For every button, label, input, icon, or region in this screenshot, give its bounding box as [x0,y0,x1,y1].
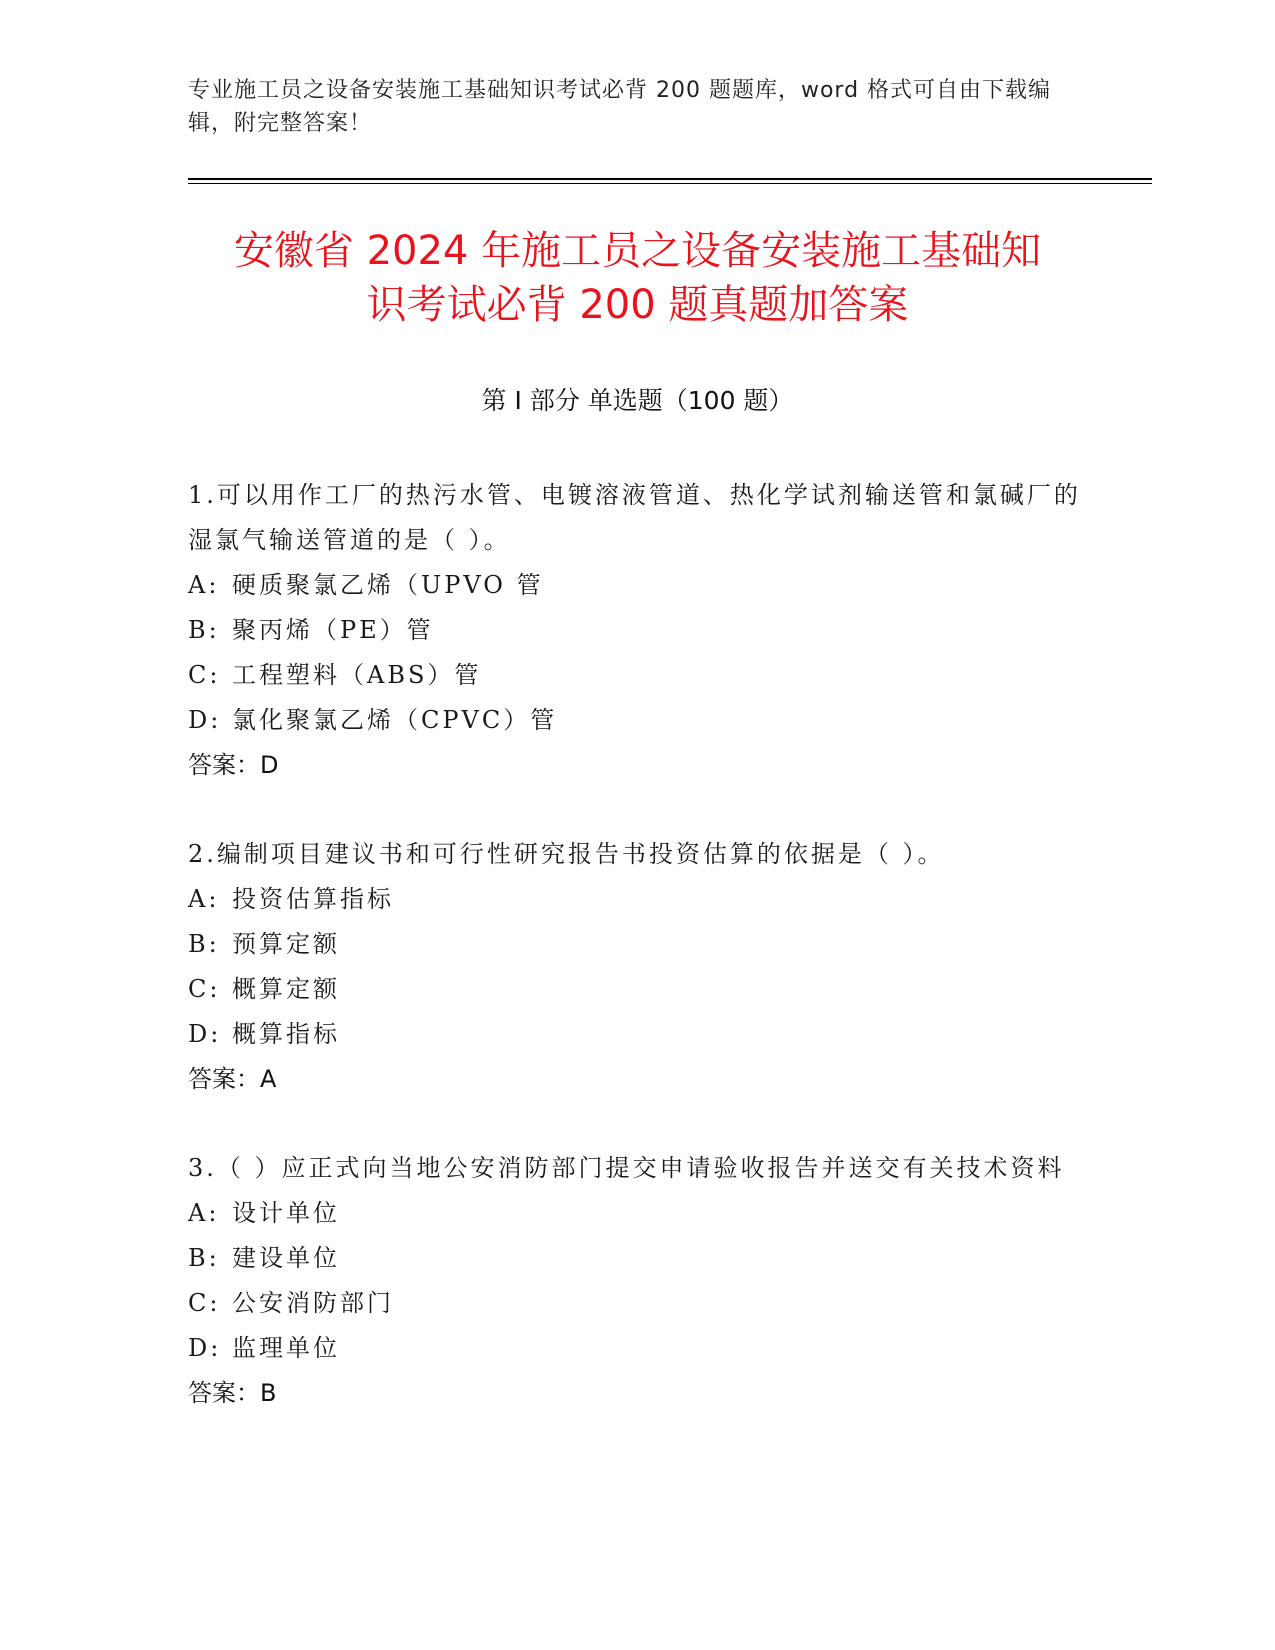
question-option-b [188,922,1088,967]
question-option-c [188,967,1088,1012]
question-option-d [188,698,1088,743]
question-1 [188,473,1088,788]
option-text: 公安消防部门 [232,1289,394,1317]
option-text: 设计单位 [232,1199,340,1227]
option-letter: A: [188,571,220,599]
option-text: 聚丙烯（PE）管 [232,616,434,644]
question-list [188,473,1088,1416]
question-option-a [188,877,1088,922]
option-text: 硬质聚氯乙烯（UPVO 管 [232,571,544,599]
option-text: 预算定额 [232,930,340,958]
option-letter: B: [188,616,220,644]
question-option-d [188,1012,1088,1057]
question-answer: 答案：A [188,1065,277,1093]
question-option-b [188,1236,1088,1281]
question-answer: 答案：D [188,751,279,779]
option-text: 投资估算指标 [232,885,394,913]
option-letter: C: [188,975,221,1003]
option-letter: A: [188,1199,220,1227]
option-letter: D: [188,1334,222,1362]
question-option-d [188,1326,1088,1371]
option-letter: A: [188,885,220,913]
option-letter: C: [188,661,221,689]
question-option-a [188,1191,1088,1236]
option-letter: B: [188,1244,220,1272]
question-stem: 2.编制项目建议书和可行性研究报告书投资估算的依据是（ ）。 [188,840,945,868]
question-option-c [188,653,1088,698]
question-answer: 答案：B [188,1379,277,1407]
option-text: 概算指标 [232,1020,340,1048]
question-option-c [188,1281,1088,1326]
document-title [150,224,1125,332]
question-stem: 1.可以用作工厂的热污水管、电镀溶液管道、热化学试剂输送管和氯碱厂的湿氯气输送管道的是（ ）。 [188,481,1081,554]
option-text: 工程塑料（ABS）管 [232,661,482,689]
option-letter: C: [188,1289,221,1317]
document-title-line-1: 安徽省 2024 年施工员之设备安装施工基础知 [233,228,1042,274]
question-3 [188,1146,1088,1416]
option-letter: D: [188,706,222,734]
option-text: 氯化聚氯乙烯（CPVC）管 [232,706,558,734]
option-letter: B: [188,930,220,958]
question-option-a [188,563,1088,608]
document-title-line-2: 识考试必背 200 题真题加答案 [366,282,909,328]
question-2 [188,832,1088,1102]
option-text: 概算定额 [232,975,340,1003]
question-option-b [188,608,1088,653]
question-stem: 3.（ ）应正式向当地公安消防部门提交申请验收报告并送交有关技术资料 [188,1154,1065,1182]
option-text: 建设单位 [232,1244,340,1272]
option-letter: D: [188,1020,222,1048]
header-note: 专业施工员之设备安装施工基础知识考试必背 200 题题库，word 格式可自由下载编辑，附完整答案！ [188,78,1052,136]
header-rule-thick [188,178,1152,180]
section-heading: 第 I 部分 单选题（100 题） [481,386,794,415]
header-rule-thin [188,183,1152,184]
option-text: 监理单位 [232,1334,340,1362]
